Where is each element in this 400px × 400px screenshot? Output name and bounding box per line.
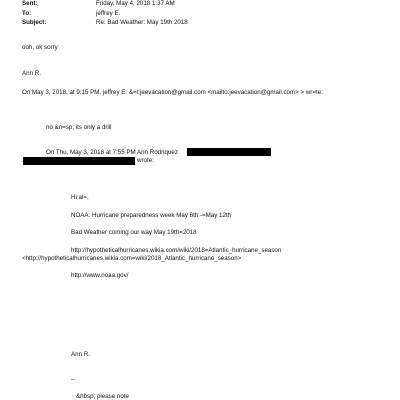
sent-label: Sent: (22, 0, 38, 7)
closing-line: &nbsp; please note (76, 393, 129, 400)
hurricane-link-alt[interactable]: <http://hypotheticalhurricanes.wikia.com=wiki/2018_Atlantic_hurricane_season> (22, 255, 242, 262)
redaction-bar (187, 148, 271, 156)
reply-line: ooh, ok sorry (22, 44, 58, 51)
hurricane-link[interactable]: http://hypotheticalhurricanes.wikia.com/wiki/2018=Atlantic_hurricane_season (71, 247, 282, 254)
weather-line: Bad Weather coming our way May 19th=2018 (71, 229, 197, 236)
quote-header-2-prefix: On Thu, May 3, 2018 at 7:55 PM Ann Rodriquez (46, 149, 178, 156)
signature-dashes: -- (71, 376, 76, 383)
subject-value: Re: Bad Weather: May 19th 2018 (96, 19, 188, 26)
sent-value: Friday, May 4, 2018 1:37 AM (96, 0, 175, 7)
quote-header-1: On May 3, 2018, at 9:15 PM, jeffrey E. &=t;jeevacation@gmail.com <mailto:jeevacation@gmail.com> > wr=te: (22, 89, 323, 96)
subject-label: Subject: (22, 19, 47, 26)
to-row (22, 10, 120, 17)
noaa-line: NOAA: Hurricane preparedness week May 6th -=May 12th (71, 212, 232, 219)
redaction-bar (23, 157, 135, 165)
to-value: jeffrey E. (96, 10, 121, 17)
signature-name: Ann R. (22, 70, 41, 77)
quote-reply: no &n=sp; its only a drill (46, 124, 112, 131)
signature-name-2: Ann R. (71, 351, 90, 358)
noaa-link[interactable]: http://www.noaa.gov/ (71, 272, 129, 279)
subject-row (22, 19, 188, 26)
greeting: Hi al=, (71, 194, 89, 201)
quote-header-2-suffix: wrote: (137, 157, 154, 164)
to-label: To: (22, 10, 32, 17)
sent-row (22, 0, 175, 7)
